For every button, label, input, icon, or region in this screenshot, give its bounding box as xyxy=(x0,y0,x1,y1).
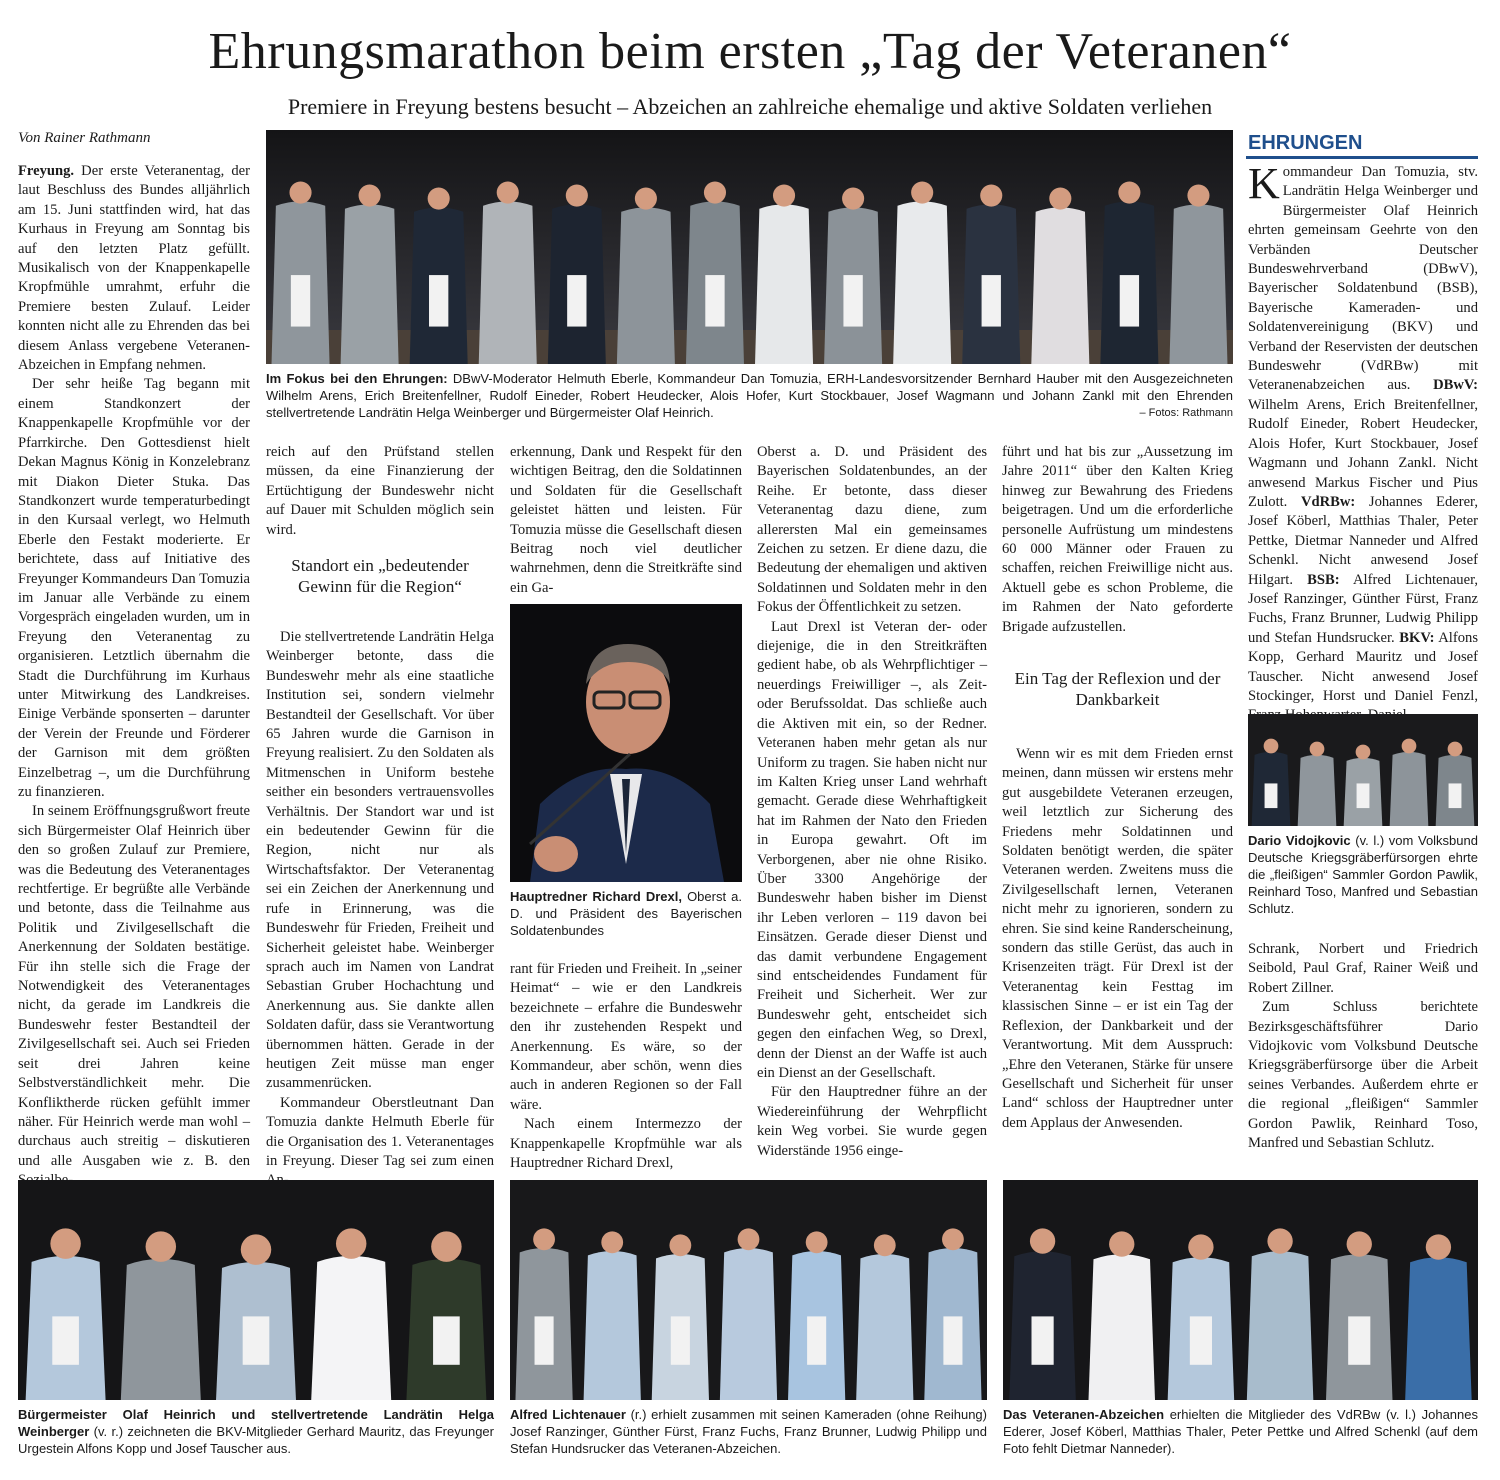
bottom-left-caption xyxy=(18,1406,494,1457)
top-group-photo xyxy=(266,130,1233,364)
certificate xyxy=(1265,783,1278,808)
col4-paragraph-1: Oberst a. D. und Präsident des Bayerischen Soldatenbundes, an der Reihe. Er betonte, dass dieser Veteranentag dazu diene, zum allerersten Mal ein gemeinsames Zeichen zu setzen. Er diene dazu, die Bedeutung der ehemaligen und aktiven Soldatinnen und Soldaten mehr in den Fokus der Öffentlichkeit zu setzen. xyxy=(757,444,987,616)
headline: Ehrungsmarathon beim ersten „Tag der Veteranen“ xyxy=(208,23,1292,80)
person-head xyxy=(1187,184,1209,206)
bottom-left-caption-bold: Bürgermeister Olaf Heinrich und stellvertretende Landrätin Helga Weinberger xyxy=(18,1407,494,1439)
person-head xyxy=(1448,742,1463,757)
person-head xyxy=(1049,187,1071,209)
certificate xyxy=(943,1316,962,1364)
col4-paragraph-3: Für den Hauptredner führe an der Wiedereinführung der Wehrpflicht kein Weg vorbei. Sie wurde gegen Widerstände 1956 einge- xyxy=(757,1084,987,1159)
person-head xyxy=(241,1234,271,1264)
sidebar-text-2 xyxy=(1248,940,1478,1165)
person-head xyxy=(1310,742,1325,757)
person-head xyxy=(601,1231,623,1253)
person-head xyxy=(289,181,311,203)
article-column-2b xyxy=(266,628,494,1168)
person-head xyxy=(1356,745,1371,760)
speaker-caption-bold: Hauptredner Richard Drexl, xyxy=(510,889,682,904)
person-head xyxy=(359,184,381,206)
person-head xyxy=(911,181,933,203)
sidebar-text xyxy=(1248,159,1479,704)
col3-paragraph-2: rant für Frieden und Freiheit. In „seiner Heimat“ – wie er den Landkreis bezeichnete – erfahre die Bundeswehr den ihr zustehenden Respekt und Anerkennung. Es wäre, so der Kommandeur, aber schön, wenn dies auch in anderen Regionen so der Fall wäre. xyxy=(510,961,742,1113)
top-caption-bold: Im Fokus bei den Ehrungen: xyxy=(266,371,448,386)
vdrbw-label: VdRBw: xyxy=(1300,493,1356,510)
dbwv-label: DBwV: xyxy=(1433,377,1478,394)
dbwv-text: Wilhelm Arens, Erich Breitenfellner, Rudolf Eineder, Robert Heudecker, Alois Hofer, Kurt Stockbauer, Josef Wagmann und Johann Zankl. Nicht anwesend Markus Fischer und Pius Zulott. xyxy=(1248,396,1478,510)
person-head xyxy=(336,1228,366,1258)
bottom-right-image xyxy=(1003,1180,1478,1400)
person-figure xyxy=(1169,204,1227,364)
bottom-left-caption-text: (v. r.) zeichneten die BKV-Mitglieder Gerhard Mauritz, das Freyunger Urgestein Alfons Kopp und Josef Tauscher aus. xyxy=(18,1424,494,1456)
sidebar-photo-image xyxy=(1248,714,1478,826)
person-head xyxy=(806,1231,828,1253)
top-photo-caption xyxy=(266,370,1233,421)
person-head xyxy=(1030,1228,1055,1253)
person-head xyxy=(1264,739,1279,754)
person-head xyxy=(1426,1234,1451,1259)
bottom-middle-caption-bold: Alfred Lichtenauer xyxy=(510,1407,626,1422)
bottom-left-image xyxy=(18,1180,494,1400)
certificate xyxy=(433,1316,460,1364)
person-head xyxy=(1118,181,1140,203)
col3-paragraph-3: Nach einem Intermezzo der Knappenkapelle Kropfmühle war als Hauptredner Richard Drexl, xyxy=(510,1116,742,1172)
certificate xyxy=(1449,783,1462,808)
person-head xyxy=(50,1228,80,1258)
col2-subheading: Standort ein „bedeutender Gewinn für die Region“ xyxy=(291,556,469,596)
certificate xyxy=(52,1316,79,1364)
person-head xyxy=(942,1228,964,1250)
certificate xyxy=(705,275,724,326)
article-column-2a xyxy=(266,443,494,538)
sidebar-paragraph-3: Zum Schluss berichtete Bezirksgeschäftsführer Dario Vidojkovic vom Volksbund Deutsche Kriegsgräberfürsorge über die Arbeit seines Verbandes. Außerdem ehrte er die regional „fleißigen“ Sammler Gordon Pawlik, Reinhard Toso, Manfred und Sebastian Schlutz. xyxy=(1248,999,1478,1152)
sidebar-photo-caption xyxy=(1248,832,1478,917)
subheadline: Premiere in Freyung bestens besucht – Abzeichen an zahlreiche ehemalige und aktive Soldaten verliehen xyxy=(287,94,1213,119)
col1-paragraph-1: Der erste Veteranentag, der laut Beschluss des Bundes alljährlich am 15. Juni stattfinden wird, hat das Kurhaus in Freyung am Sonntag bis auf den letzten Platz gefüllt. Musikalisch von der Knappenkapelle Kropfmühle umrahmt, erfuhr die Premiere besten Zulauf. Leider konnten nicht alle zu Ehrenden das bei diesem Anlass vergebene Veteranen-Abzeichen in Empfang nehmen. xyxy=(18,163,250,374)
person-figure xyxy=(856,1254,913,1400)
person-head xyxy=(146,1231,176,1261)
vdrbw-text: Johannes Ederer, Josef Köberl, Matthias Thaler, Peter Pettke, Dietmar Nanneder und Alfred Schenkl. Nicht anwesend Josef Hilgart. xyxy=(1248,493,1478,588)
person-head xyxy=(635,187,657,209)
speaker-caption-text: Oberst a. D. und Präsident des Bayerischen Soldatenbundes xyxy=(510,889,742,938)
article-column-5b xyxy=(1002,745,1233,1168)
bsb-label: BSB: xyxy=(1307,571,1340,588)
person-head xyxy=(874,1234,896,1256)
person-head xyxy=(1188,1234,1213,1259)
sidebar-rule xyxy=(1246,156,1478,159)
article-column-5a xyxy=(1002,443,1233,643)
col5-paragraph-2: Wenn wir es mit dem Frieden ernst meinen, dann müssen wir erstens mehr gut ausgebildete Veteranen erzeugen, weil letztlich zur Sicherung des Friedens mehr Soldatinnen und Soldaten benötigt werden, die später Veteranen werden. Zweitens muss die Zivilgesellschaft lernen, Veteranen nicht mehr zu ignorieren, sondern zu ehren. Sie sind keine Randerscheinung, sondern das stille Gerüst, das auch in Krisenzeiten trägt. Für Drexl ist der Veteranentag kein Festtag im klassischen Sinne – er ist ein Tag der Reflexion, der Dankbarkeit und der Verantwortung. Mit dem Ausspruch: „Ehre den Veteranen, Stärke für unsere Gesellschaft und Sicherheit für unser Land“ schloss der Hauptredner unter dem Applaus der Anwesenden. xyxy=(1002,746,1233,1131)
person-head xyxy=(533,1228,555,1250)
speaker-photo xyxy=(510,604,742,882)
photo-credit: – Fotos: Rathmann xyxy=(1139,407,1233,419)
certificate xyxy=(243,1316,270,1364)
certificate xyxy=(1190,1316,1212,1364)
certificate xyxy=(843,275,862,326)
bottom-middle-image xyxy=(510,1180,987,1400)
person-figure xyxy=(755,204,813,364)
col1-paragraph-2: Der sehr heiße Tag begann mit einem Standkonzert der Knappenkapelle Kropfmühle vor der Pfarrkirche. Den Gottesdienst hielt Dekan Magnus König in Konzelebranz mit Diakon Dieter Stuka. Das Standkonzert wurde temperaturbedingt in den Kursaal verlegt, wo Helmuth Eberle den Festakt moderierte. Er berichtete, dass auf Initiative des Freyunger Kommandeurs Dan Tomuzia im Januar alle Verbände zu einem Vorgespräch eingeladen wurden, um in Freyung den Veteranentag zu organisieren. Letztlich übernahm die Stadt die Durchführung im Kurhaus unter Mitwirkung des Landkreises. Einige Verbände sponserten – darunter der Verein der Freunde und Förderer der Garnison mit dem größten Einzelbetrag –, um die Durchführung zu finanzieren. xyxy=(18,376,250,800)
article-column-1 xyxy=(18,162,250,1167)
person-head xyxy=(1402,739,1417,754)
col3-paragraph-1: erkennung, Dank und Respekt für den wichtigen Beitrag, den die Soldatinnen und Soldaten für die Gesellschaft geleistet hätten und leisten. Für Tomuzia müsse die Gesellschaft diesen Beitrag noch viel deutlicher wahrnehmen, denn die Streitkräfte sind ein Ga- xyxy=(510,444,742,596)
col4-paragraph-2: Laut Drexl ist Veteran der- oder diejenige, die in den Streitkräften gedient habe, ob als Wehrpflichtiger – neuerdings Freiwilliger –, als Zeit- oder Berufssoldat. Das schließe auch die Aktiven mit ein, so der Redner. Veteranen haben mehr getan als nur Uniform zu tragen. Sie haben nicht nur im Kalten Krieg unser Land wehrhaft gemacht. Gerade diese Wehrhaftigkeit hat im Rahmen der Nato den Frieden in Europa gewahrt. Oft im Verborgenen, aber nie ohne Risiko. Über 3300 Angehörige der Bundeswehr haben bisher im Dienst ihr Leben verloren – 119 davon bei Einsätzen. Gerade dieser Dienst und das damit verbundene Engagement sind entscheidendes Fundament für Freiheit und Sicherheit. Wer zur Bundeswehr geht, entscheidet sich gegen den einfachen Weg, so Drexl, denn der Dienst an der Waffe ist auch ein Dienst an der Gesellschaft. xyxy=(757,618,987,1081)
top-caption-text: DBwV-Moderator Helmuth Eberle, Kommandeur Dan Tomuzia, ERH-Landesvorsitzender Bernhard Hauber mit den Ausgezeichneten Wilhelm Arens, Erich Breitenfellner, Rudolf Eineder, Robert Heudecker, Alois Hofer, Kurt Stockbauer, Josef Wagmann und Johann Zankl mit den Ehrenden stellvertretende Landrätin Helga Weinberger und Bürgermeister Olaf Heinrich. xyxy=(266,371,1233,420)
person-figure xyxy=(479,201,537,364)
certificate xyxy=(535,1316,554,1364)
sidebar-title: EHRUNGEN xyxy=(1248,132,1363,154)
certificate xyxy=(1357,783,1370,808)
speaker-photo-caption xyxy=(510,888,742,939)
certificate xyxy=(807,1316,826,1364)
person-head xyxy=(431,1231,461,1261)
certificate xyxy=(1120,275,1139,326)
col2-paragraph-3: Kommandeur Oberstleutnant Dan Tomuzia dankte Helmuth Eberle für die Organisation des 1. Veteranentages in Freyung. Dieser Tag sei zum einen xyxy=(266,1094,494,1169)
article-column-4 xyxy=(757,443,987,1168)
group-photo-image xyxy=(266,130,1233,364)
speaker-photo-image xyxy=(510,604,742,882)
certificate xyxy=(291,275,310,326)
sidebar-paragraph-2: Schrank, Norbert und Friedrich Seibold, Paul Graf, Rainer Weiß und Robert Zillner. xyxy=(1248,941,1478,996)
bottom-middle-caption xyxy=(510,1406,987,1457)
person-figure xyxy=(584,1251,641,1400)
bottom-photo-left xyxy=(18,1180,494,1400)
person-figure xyxy=(617,207,675,364)
bottom-photo-right xyxy=(1003,1180,1478,1400)
certificate xyxy=(671,1316,690,1364)
bottom-right-caption-text: erhielten die Mitglieder des VdRBw (v. l.) Johannes Ederer, Josef Köberl, Matthias Thaler, Peter Pettke und Alfred Schenkl (auf dem Foto fehlt Dietmar Nanneder). xyxy=(1003,1407,1478,1456)
person-figure xyxy=(341,204,399,364)
person-head xyxy=(738,1228,760,1250)
person-figure xyxy=(1089,1254,1156,1400)
certificate xyxy=(982,275,1001,326)
person-figure xyxy=(1405,1257,1472,1400)
bottom-middle-caption-text: (r.) erhielt zusammen mit seinen Kameraden (ohne Reihung) Josef Ranzinger, Günther Fürst, Franz Fuchs, Franz Brunner, Ludwig Philipp und Stefan Hundsrucker das Veteranen-Abzeichen. xyxy=(510,1407,987,1456)
person-head xyxy=(1347,1231,1372,1256)
article-column-3a xyxy=(510,443,742,596)
col5-paragraph-1: führt und hat bis zur „Aussetzung im Jahre 2011“ über den Kalten Krieg hinweg zur Bewahrung des Friedens beigetragen. Und um die erforderliche personelle Aufrüstung um mindestens 60 000 Männer oder Frauen zu schaffen, reichen Freiwillige nicht aus. Aktuell gebe es schon Probleme, die im Rahmen der Nato geforderte Brigade aufzustellen. xyxy=(1002,444,1233,635)
bottom-right-caption xyxy=(1003,1406,1478,1457)
person-head xyxy=(566,184,588,206)
bkv-label: BKV: xyxy=(1399,629,1435,646)
certificate xyxy=(1348,1316,1370,1364)
dateline: Freyung. xyxy=(18,163,75,179)
person-head xyxy=(428,187,450,209)
sidebar-intro: ommandeur Dan Tomuzia, stv. Landrätin Helga Weinberger und Bürgermeister Olaf Heinrich ehrten gemeinsam Geehrte von den Verbänden Deutscher Bundeswehrverband (DBwV), Bayerischer Soldatenbund (BSB), Bayerische Kameraden- und Soldatenvereinigung (BKV) und Verband der Reservisten der deutschen Bundeswehr (VdRBw) mit Veteranenabzeichen aus. xyxy=(1248,164,1478,394)
person-figure xyxy=(1298,755,1337,826)
article-column-3b xyxy=(510,960,742,1172)
person-figure xyxy=(1390,752,1429,826)
sidebar-caption-bold: Dario Vidojkovic xyxy=(1248,833,1351,848)
bottom-right-caption-bold: Das Veteranen-Abzeichen xyxy=(1003,1407,1165,1422)
col2-paragraph-2: Die stellvertretende Landrätin Helga Weinberger betonte, dass die Bundeswehr mehr als eine staatliche Institution sei, sondern vielmehr Bestandteil der Gesellschaft. Vor über 65 Jahren wurde die Garnison in Freyung realisiert. Zu den Soldaten als Mitmenschen in Uniform bestehe seither ein besonders vertrauensvolles Verhältnis. Der Standort war und ist ein bedeutender Gewinn für die Region, nicht nur als Wirtschaftsfaktor. Der Veteranentag sei ein Zeichen der Anerkennung und rufe in Erinnerung, was die Bundeswehr für Frieden, Freiheit und Sicherheit geleistet habe. Weinberger sprach auch im Namen von Landrat Sebastian Gruber Hochachtung und Anerkennung aus. Sie dankte allen Soldaten dafür, dass sie Verantwortung übernommen hätten. Gerade in der heutigen Zeit müsse man enger zusammenrücken. xyxy=(266,629,494,1092)
person-head xyxy=(773,184,795,206)
col1-paragraph-3: In seinem Eröffnungsgrußwort freute sich Bürgermeister Olaf Heinrich über den so großen Zulauf zur Premiere, was die Bedeutung des Veteranentages rechtfertige. Er begrüßte alle Verbände und betonte, dass die Teilnahme aus Politik und Zivilgesellschaft die Anerkennung der Soldaten bestätige. Für ihn stelle sich die Frage der Notwendigkeit des Veteranentages nicht, da gerade im Landkreis die Bundeswehr fester Bestandteil der Zivilgesellschaft sei. Auch sei Frieden seit drei Jahren keine Selbstverständlichkeit mehr. Die Konfliktherde rücken gefühlt immer näher. Für Heinrich werde man wohl – durchaus auch streitig – diskutieren und alle Ausgaben wie z. B. den xyxy=(18,803,250,1169)
person-head xyxy=(1267,1228,1292,1253)
byline: Von Rainer Rathmann xyxy=(18,130,151,146)
person-figure xyxy=(1247,1251,1314,1400)
person-head xyxy=(497,181,519,203)
col5-subheading: Ein Tag der Reflexion und der Dankbarkeit xyxy=(1014,669,1221,709)
person-head xyxy=(842,187,864,209)
certificate xyxy=(567,275,586,326)
person-head xyxy=(704,181,726,203)
person-figure xyxy=(720,1248,777,1400)
sidebar-dropcap: K xyxy=(1248,159,1280,208)
bsb-text: Alfred Lichtenauer, Josef Ranzinger, Günther Fürst, Franz Fuchs, Franz Brunner, Ludwig Philipp und Stefan Hundsrucker. xyxy=(1248,571,1479,646)
person-figure xyxy=(121,1259,201,1400)
person-head xyxy=(669,1234,691,1256)
certificate xyxy=(1032,1316,1054,1364)
person-figure xyxy=(893,201,951,364)
person-head xyxy=(1109,1231,1134,1256)
sidebar-caption-text: (v. l.) vom Volksbund Deutsche Kriegsgräberfürsorgen ehrte die „fleißigen“ Sammler Gordon Pawlik, Reinhard Toso, Manfred und Sebastian Schlutz. xyxy=(1248,833,1478,916)
person-figure xyxy=(1031,207,1089,364)
certificate xyxy=(429,275,448,326)
bottom-photo-middle xyxy=(510,1180,987,1400)
col2-paragraph-1: reich auf den Prüfstand stellen müssen, da eine Finanzierung der Ertüchtigung der Bundeswehr nicht auf Dauer mit Schulden möglich sein wird. xyxy=(266,444,494,538)
person-head xyxy=(980,184,1002,206)
bkv-text: Alfons Kopp, Gerhard Mauritz und Josef Tauscher. Nicht anwesend Josef Stockinger, Horst und Daniel Fenzl, xyxy=(1248,629,1478,704)
sidebar-photo xyxy=(1248,714,1478,826)
person-figure xyxy=(311,1256,391,1400)
